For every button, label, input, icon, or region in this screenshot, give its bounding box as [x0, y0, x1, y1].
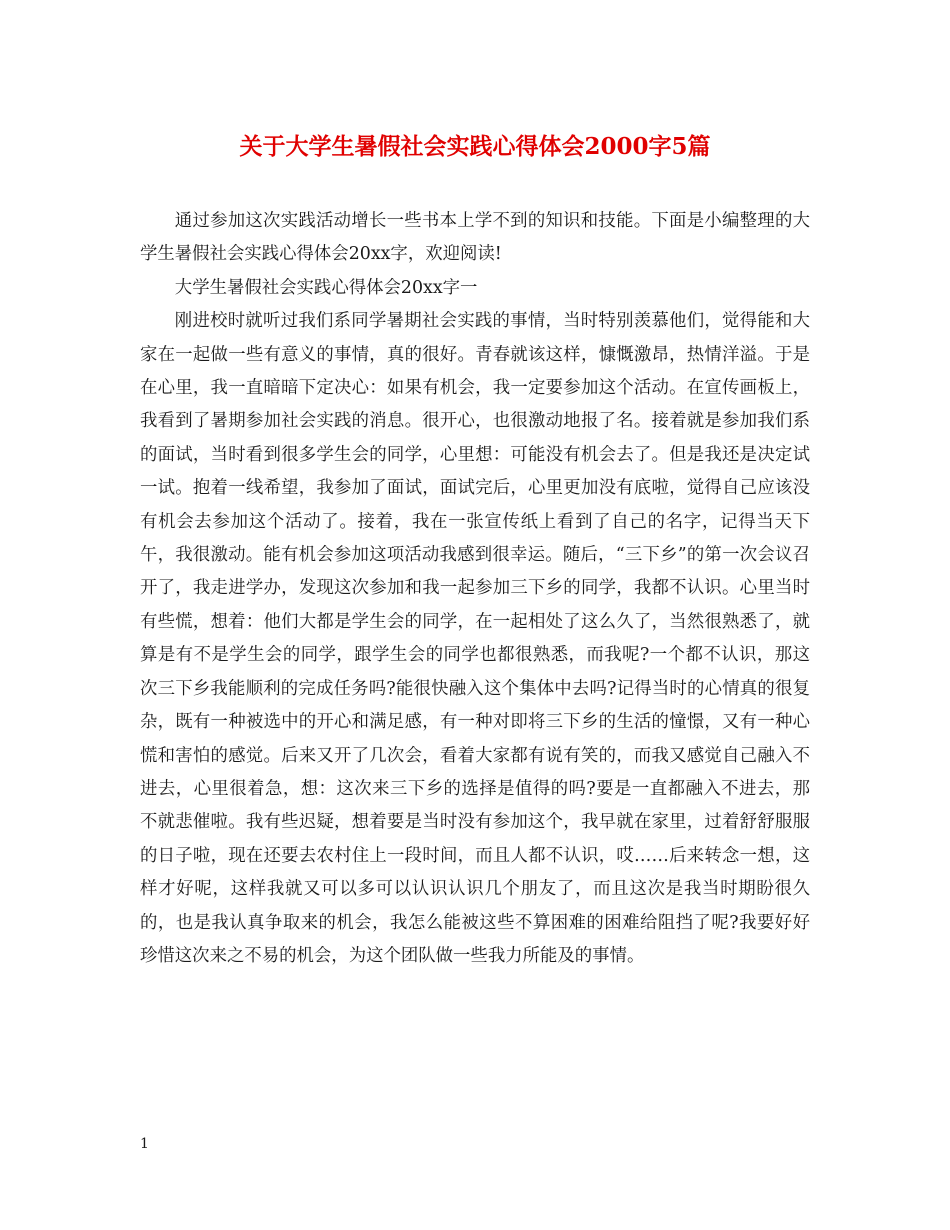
- intro-paragraph: 通过参加这次实践活动增长一些书本上学不到的知识和技能。下面是小编整理的大学生暑假社会实践心得体会20xx字，欢迎阅读!: [140, 211, 810, 265]
- body-paragraph: 刚进校时就听过我们系同学暑期社会实践的事情，当时特别羡慕他们，觉得能和大家在一起做一些有意义的事情，真的很好。青春就该这样，慷慨激昂，热情洋溢。于是在心里，我一直暗暗下定决心：如果有机会，我一定要参加这个活动。在宣传画板上，我看到了暑期参加社会实践的消息。很开心，也很激动地报了名。接着就是参加我们系的面试，当时看到很多学生会的同学，心里想：可能没有机会去了。但是我还是决定试一试。抱着一线希望，我参加了面试，面试完后，心里更加没有底啦，觉得自己应该没有机会去参加这个活动了。接着，我在一张宣传纸上看到了自己的名字，记得当天下午，我很激动。能有机会参加这项活动我感到很幸运。随后，“三下乡”的第一次会议召开了，我走进学办，发现这次参加和我一起参加三下乡的同学，我都不认识。心里当时有些慌，想着：他们大都是学生会的同学，在一起相处了这么久了，当然很熟悉了，就算是有不是学生会的同学，跟学生会的同学也都很熟悉，而我呢?一个都不认识，那这次三下乡我能顺利的完成任务吗?能很快融入这个集体中去吗?记得当时的心情真的很复杂，既有一种被选中的开心和满足感，有一种对即将三下乡的生活的憧憬，又有一种心慌和害怕的感觉。后来又开了几次会，看着大家都有说有笑的，而我又感觉自己融入不进去，心里很着急，想：这次来三下乡的选择是值得的吗?要是一直都融入不进去，那不就悲催啦。我有些迟疑，想着要是当时没有参加这个，我早就在家里，过着舒舒服服的日子啦，现在还要去农村住上一段时间，而且人都不认识，哎……后来转念一想，这样才好呢，这样我就又可以多可以认识认识几个朋友了，而且这次是我当时期盼很久的，也是我认真争取来的机会，我怎么能被这些不算困难的困难给阻挡了呢?我要好好珍惜这次来之不易的机会，为这个团队做一些我力所能及的事情。: [140, 311, 810, 966]
- page-number: 1: [140, 1136, 149, 1152]
- document-title: 关于大学生暑假社会实践心得体会2000字5篇: [239, 133, 711, 160]
- section-heading: 大学生暑假社会实践心得体会20xx字一: [174, 277, 478, 298]
- document-body: [140, 205, 810, 973]
